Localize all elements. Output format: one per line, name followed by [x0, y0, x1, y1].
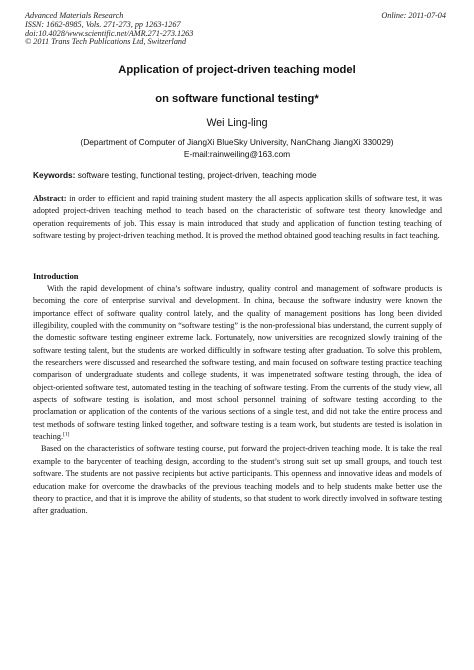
- keywords-line: [33, 170, 453, 180]
- paper-title-line2: on software functional testing*: [155, 93, 319, 105]
- paragraph-2: [33, 443, 442, 517]
- author-name: Wei Ling-ling: [206, 117, 268, 129]
- paper-title-line1: Application of project-driven teaching model: [118, 64, 356, 76]
- affiliation: (Department of Computer of JiangXi BlueSky University, NanChang JiangXi 330029): [80, 137, 394, 147]
- doi-line: doi:10.4028/www.scientific.net/AMR.271-273.1263: [25, 28, 194, 38]
- paragraph-1-text: With the rapid development of china’s software industry, quality control and management of software products is becoming the core of enterprise survival and development. In china, because the software industry were known the importance effect of software quality control lately, and the quality of management positions has long been divided illegibility, coupled with the community on “software testing” is the non-professional bias understand, the current supply of the domestic software testing engineer extreme lack. Fortunately, now universities are recognized slowly training of the software testing talent, but the students are worked difficultly in software testing after graduation. To solve this problem, the researchers were discussed and researched the software testing, and main focused on software testing practice teaching comparison of undergraduate students and college students, it was impenetrated software testing through, the idea of object-oriented software test, automated testing in the teaching of software testing. From the currents of the study view, all aspects of software testing is isolation, and most school personnel training of software testing according to the proclamation or application of the contents of the various sections of a single test, and did not take the entire process and test methods of software testing linked together, and software testing is a team work, but students are tested is isolation in teaching.: [33, 284, 442, 442]
- keywords-text: software testing, functional testing, project-driven, teaching mode: [77, 170, 317, 180]
- email: E-mail:rainweiling@163.com: [183, 149, 291, 159]
- abstract-text: in order to efficient and rapid training student mastery the all aspects application skills of software test, it was adopted project-driven teaching method to teach based on the characteristic of software test theory knowledge and operation requirements of job. This essay is main introduced that study and application of function testing teaching of software testing by project-driven teaching method. It is proved the method obtained good teaching results in fact teaching.: [33, 194, 442, 241]
- issn-line: ISSN: 1662-8985, Vols. 271-273, pp 1263-1267: [25, 19, 181, 29]
- online-date: Online: 2011-07-04: [381, 11, 446, 20]
- copyright-line: © 2011 Trans Tech Publications Ltd, Switzerland: [25, 37, 187, 47]
- abstract-block: [33, 193, 442, 242]
- journal-name: Advanced Materials Research: [25, 11, 124, 20]
- introduction-body: [33, 283, 442, 518]
- keywords-label: Keywords:: [33, 170, 76, 180]
- citation-ref: [1]: [63, 431, 70, 438]
- paragraph-1: [33, 283, 442, 443]
- journal-header: [25, 12, 193, 47]
- abstract-label: Abstract:: [33, 194, 67, 203]
- affiliation-block: [0, 136, 474, 160]
- paragraph-2-text: Based on the characteristics of software testing course, put forward the project-driven teaching mode. It is take the real example to the barycenter of teaching design, according to the student’s strong suit set up small groups, and touch test software. The students are not passive recipients but active participants. This openness and innovative ideas and models of education make for overcome the drawbacks of the previous teaching models and to help students make better use the theory to practice, and that it is improve the ability of students, so that student to work directly involved in software testing after graduation.: [33, 444, 442, 516]
- section-heading-introduction: Introduction: [33, 272, 79, 281]
